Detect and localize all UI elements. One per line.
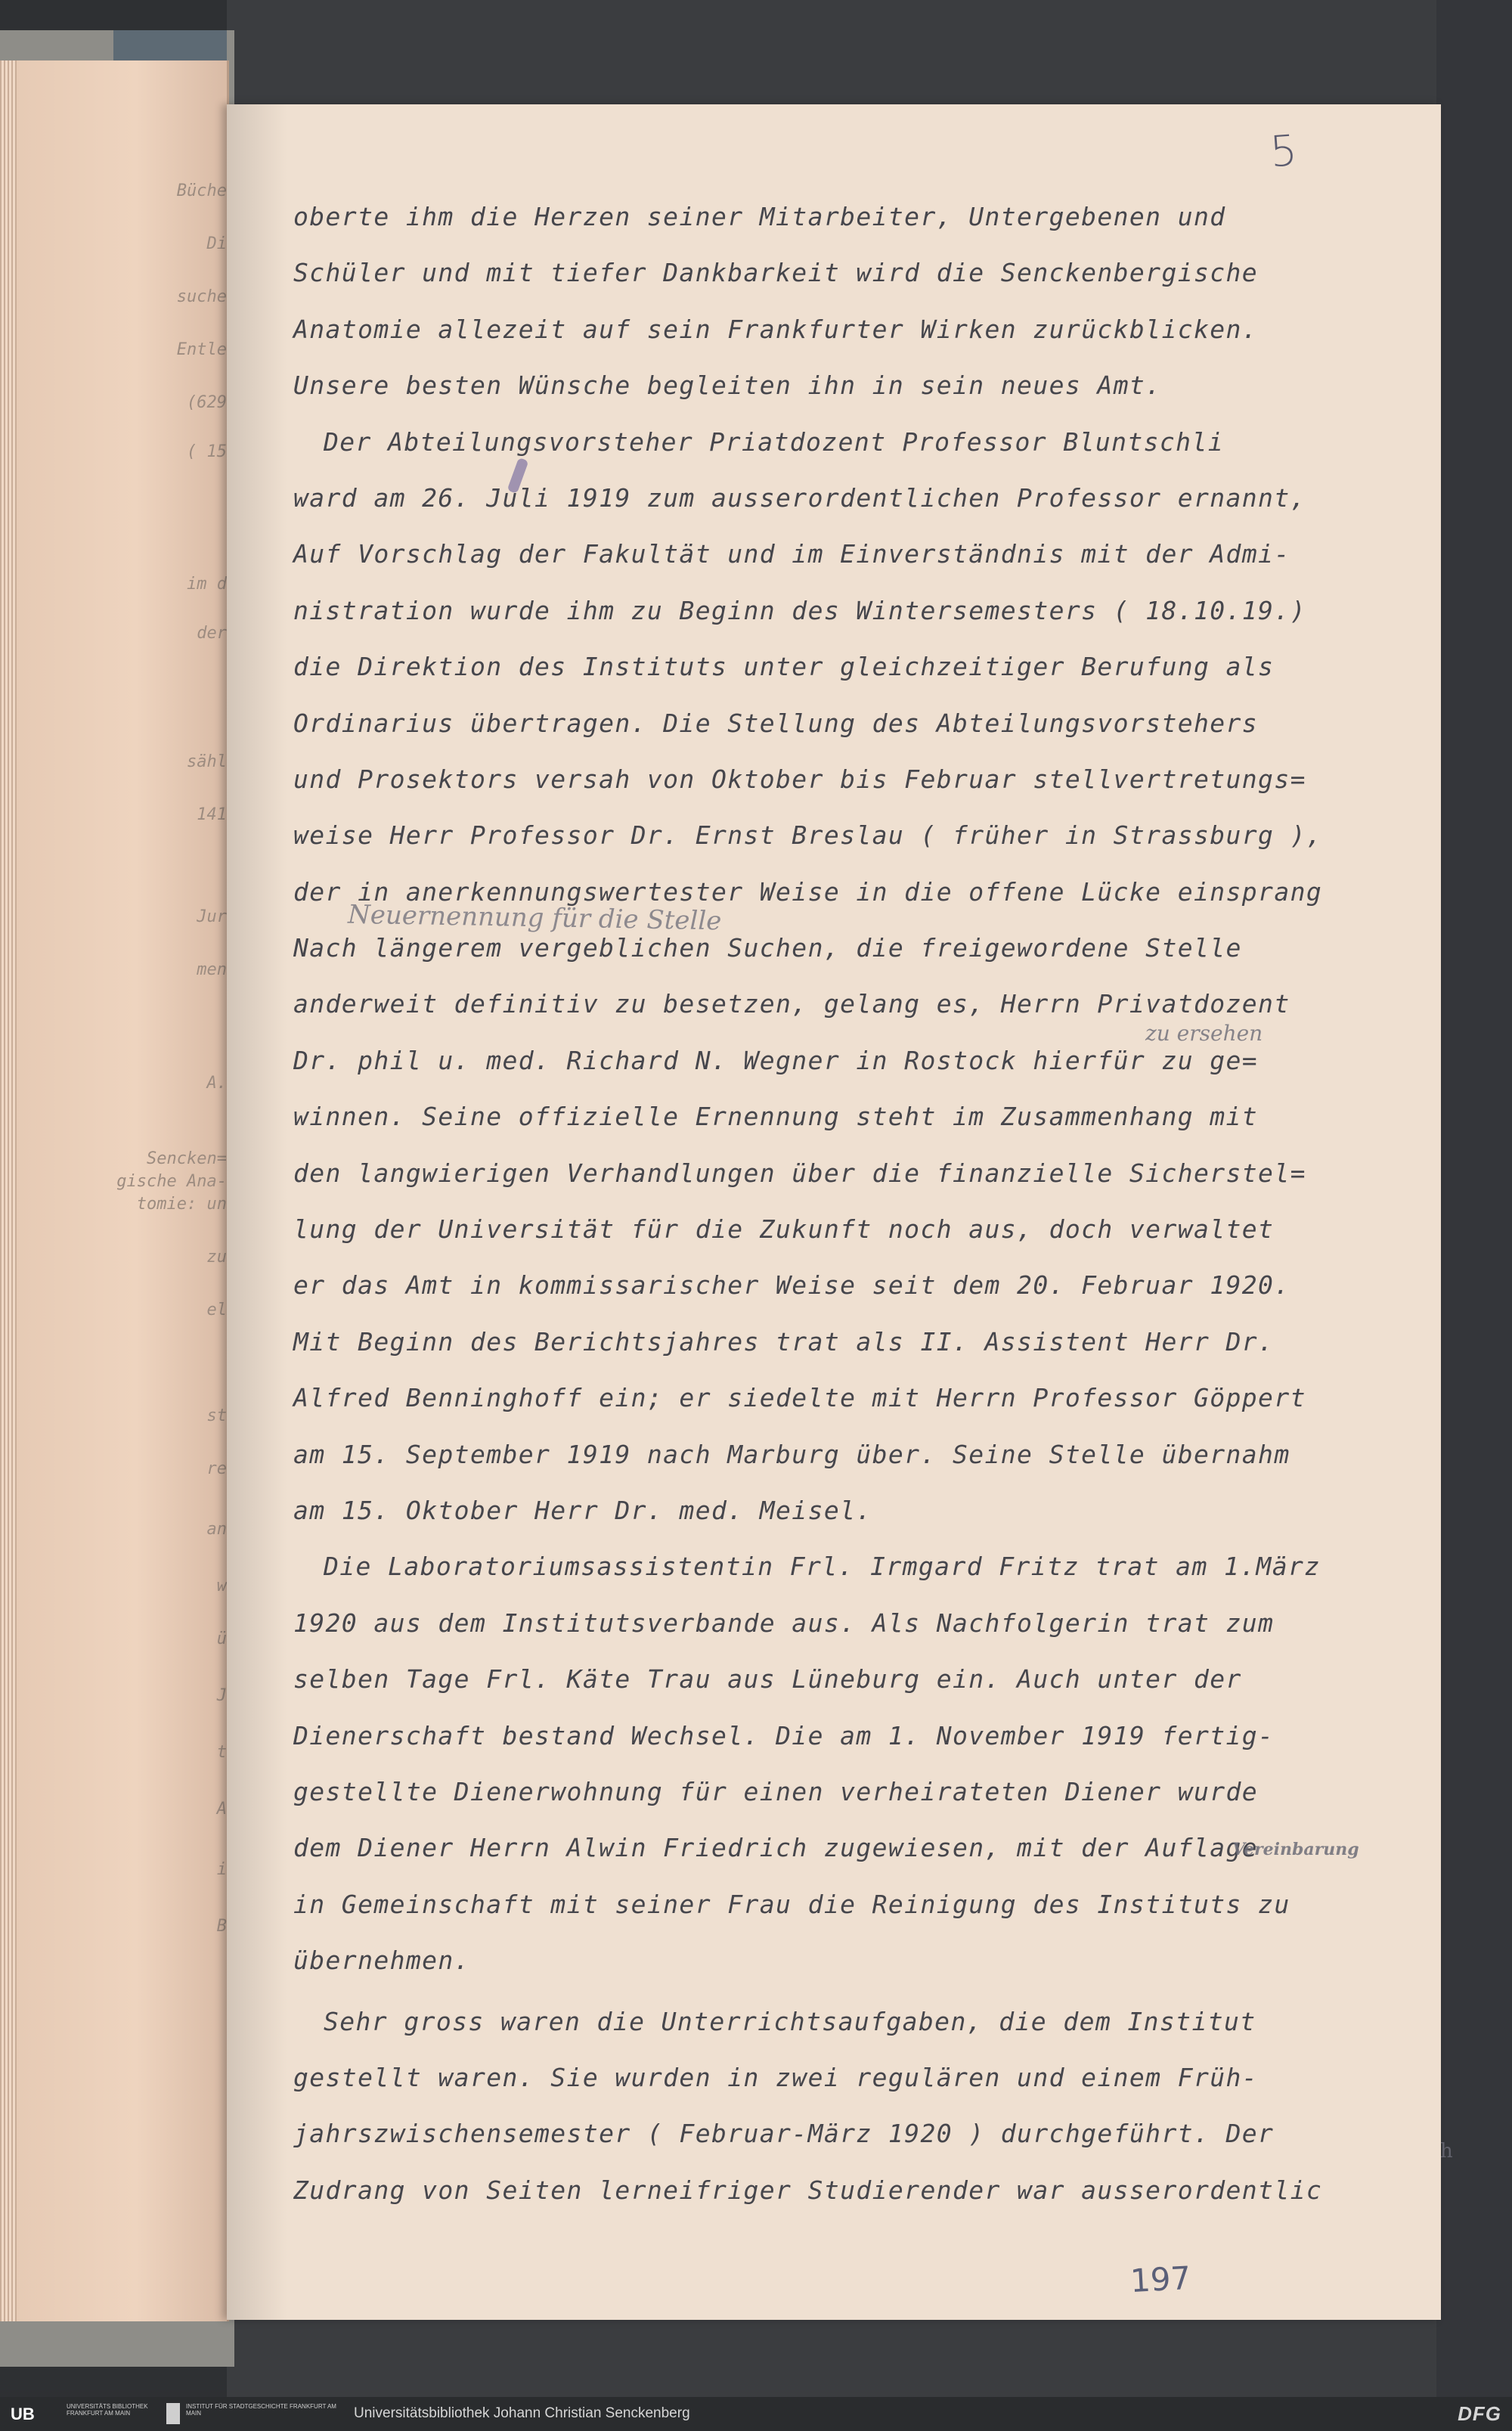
text-line: Auf Vorschlag der Fakultät und im Einverständnis mit der Admi- (293, 539, 1290, 569)
text-line: Der Abteilungsvorsteher Priatdozent Professor Bluntschli (324, 426, 1224, 457)
text-line: 1920 aus dem Institutsverbande aus. Als Nachfolgerin trat zum (293, 1608, 1275, 1638)
typed-text (293, 189, 1431, 2219)
handwritten-note: zu ersehen (1145, 1021, 1263, 1046)
page-shadow (227, 104, 287, 2320)
text-line: dem Diener Herrn Alwin Friedrich zugewiesen, mit der Auflage (293, 1833, 1259, 1863)
handwritten-note: h (1440, 2140, 1453, 2163)
text-line: Alfred Benninghoff ein; er siedelte mit Herrn Professor Göppert (293, 1383, 1306, 1413)
fragment: tomie: un (136, 1195, 227, 1214)
text-line: übernehmen. (293, 1946, 470, 1976)
fragment: J (216, 1686, 227, 1705)
fragment: ( 15 (187, 442, 227, 461)
text-line: Ordinarius übertragen. Die Stellung des Abteilungsvorstehers (293, 708, 1259, 738)
text-line: Anatomie allezeit auf sein Frankfurter Wirken zurückblicken. (293, 314, 1259, 344)
text-line: Schüler und mit tiefer Dankbarkeit wird die Senckenbergische (293, 258, 1259, 288)
fragment: 141 (197, 805, 227, 824)
fragment: der (197, 624, 227, 643)
text-line: gestellte Dienerwohnung für einen verheirateten Diener wurde (293, 1776, 1259, 1806)
text-line: Sehr gross waren die Unterrichtsaufgaben, die dem Institut (324, 2006, 1256, 2036)
fragment: el (206, 1301, 227, 1319)
isg-logo-icon (166, 2403, 180, 2424)
fragment: Jur (197, 907, 227, 926)
fragment: w (216, 1577, 227, 1595)
fragment: ü (216, 1629, 227, 1648)
page-number: 5 (1268, 126, 1299, 178)
folio-number: 197 (1129, 2259, 1192, 2300)
text-line: nistration wurde ihm zu Beginn des Wintersemesters ( 18.10.19.) (293, 595, 1306, 625)
text-line: winnen. Seine offizielle Ernennung steht im Zusammenhang mit (293, 1102, 1259, 1132)
right-background (1436, 0, 1512, 2431)
fragment: gische Ana- (116, 1172, 227, 1191)
text-line: Nach längerem vergeblichen Suchen, die freigewordene Stelle (293, 933, 1242, 963)
handwritten-note: Vereinbarung (1232, 1840, 1359, 1859)
fragment: A. (206, 1074, 227, 1093)
text-line: Unsere besten Wünsche begleiten ihn in sein neues Amt. (293, 371, 1162, 401)
footer-bar (0, 2397, 1512, 2431)
fragment: A (216, 1800, 227, 1819)
fragment: men (197, 960, 227, 979)
text-line: Dr. phil u. med. Richard N. Wegner in Rostock hierfür zu ge= (293, 1045, 1259, 1075)
fragment: Entle (176, 340, 227, 359)
document-page (227, 104, 1453, 2320)
text-line: am 15. September 1919 nach Marburg über. Seine Stelle übernahm (293, 1439, 1290, 1469)
left-page (0, 60, 229, 2321)
text-line: ward am 26. Juli 1919 zum ausserordentlichen Professor ernannt, (293, 482, 1306, 513)
fragment: Büche (176, 181, 227, 200)
text-line: Mit Beginn des Berichtsjahres trat als II. Assistent Herr Dr. (293, 1326, 1275, 1357)
dfg-logo: DFG (1458, 2402, 1501, 2425)
text-line: Die Laboratoriumsassistentin Frl. Irmgard Fritz trat am 1.März (324, 1552, 1321, 1582)
text-line: gestellt waren. Sie wurden in zwei regulären und einem Früh- (293, 2062, 1259, 2092)
fragment: im d (187, 575, 227, 594)
fragment: an (206, 1520, 227, 1539)
text-line: weise Herr Professor Dr. Ernst Breslau ( früher in Strassburg ), (293, 820, 1323, 851)
isg-logo-text: INSTITUT FÜR STADTGESCHICHTE FRANKFURT AM MAIN (186, 2403, 336, 2417)
text-line: er das Amt in kommissarischer Weise seit dem 20. Februar 1920. (293, 1270, 1290, 1301)
text-line: Zudrang von Seiten lerneifriger Studierender war ausserordentlic (293, 2175, 1323, 2205)
fragment: (629 (187, 393, 227, 412)
fragment: B (216, 1917, 227, 1936)
library-credit: Universitätsbibliothek Johann Christian Senckenberg (354, 2405, 690, 2421)
text-line: Dienerschaft bestand Wechsel. Die am 1. November 1919 fertig- (293, 1720, 1275, 1750)
text-line: den langwierigen Verhandlungen über die finanzielle Sicherstel= (293, 1158, 1306, 1188)
text-line: am 15. Oktober Herr Dr. med. Meisel. (293, 1495, 872, 1525)
fragment: Di (206, 234, 227, 253)
fragment: t (216, 1743, 227, 1762)
fragment: re (206, 1459, 227, 1478)
text-line: die Direktion des Instituts unter gleichzeitiger Berufung als (293, 652, 1275, 682)
fragment: st (206, 1406, 227, 1425)
fragment: Sencken= (147, 1149, 227, 1168)
text-line: in Gemeinschaft mit seiner Frau die Reinigung des Instituts zu (293, 1889, 1290, 1919)
handwritten-note: Neuernennung für die Stelle (347, 899, 722, 937)
fragment: zu (206, 1248, 227, 1267)
text-line: lung der Universität für die Zukunft noch aus, doch verwaltet (293, 1214, 1275, 1245)
text-line: der in anerkennungswertester Weise in die offene Lücke einsprang (293, 876, 1323, 907)
fragment: sähl (187, 752, 227, 771)
text-line: jahrszwischensemester ( Februar-März 1920 ) durchgeführt. Der (293, 2119, 1275, 2149)
ub-logo-text: UNIVERSITÄTS BIBLIOTHEK FRANKFURT AM MAIN (67, 2403, 148, 2417)
ub-logo: UB (11, 2405, 35, 2423)
text-line: oberte ihm die Herzen seiner Mitarbeiter, Untergebenen und (293, 202, 1226, 231)
text-line: anderweit definitiv zu besetzen, gelang es, Herrn Privatdozent (293, 989, 1290, 1019)
text-line: und Prosektors versah von Oktober bis Februar stellvertretungs= (293, 764, 1306, 794)
text-line: selben Tage Frl. Käte Trau aus Lüneburg ein. Auch unter der (293, 1664, 1242, 1695)
fragment: i (216, 1860, 227, 1879)
fragment: suche (176, 287, 227, 306)
left-page-text-fragments (0, 60, 227, 2321)
